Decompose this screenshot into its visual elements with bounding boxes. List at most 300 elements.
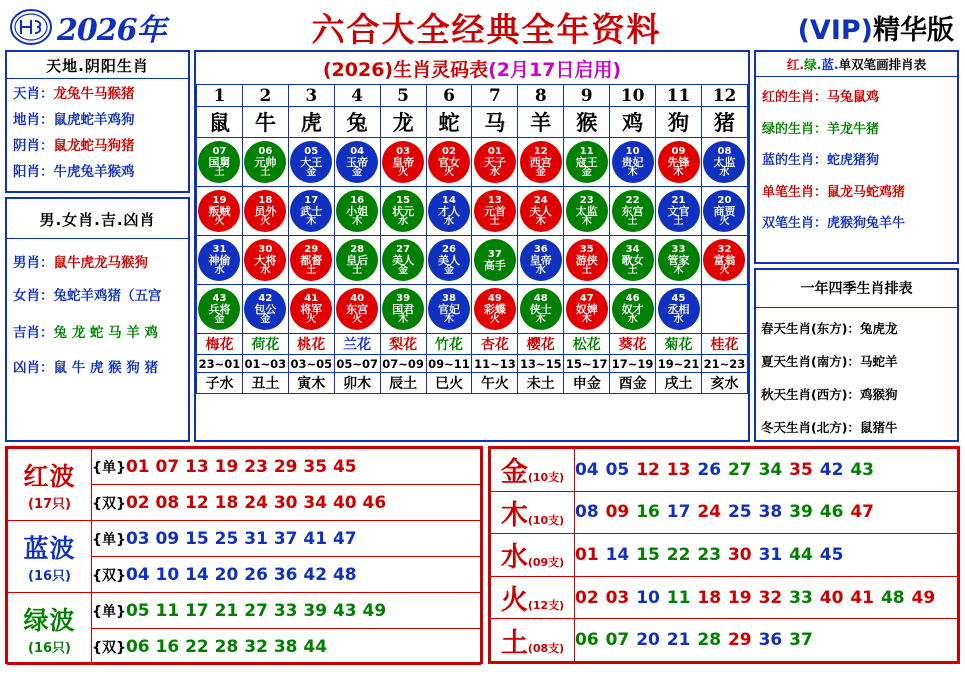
- year-label: 2026年: [57, 13, 166, 48]
- column-number-header: 1: [197, 85, 243, 107]
- ball-number: 45: [671, 293, 686, 304]
- number-ball[interactable]: [566, 190, 608, 232]
- list-item: [7, 157, 188, 183]
- number-ball[interactable]: [612, 239, 654, 281]
- ball-cell: [242, 138, 288, 187]
- ball-number: 10: [625, 146, 640, 157]
- ball-cell: [610, 187, 656, 236]
- element-cell: 子水: [197, 373, 243, 394]
- ball-word: 奴婢: [575, 303, 598, 316]
- element-number: 41: [850, 587, 875, 608]
- element-number: 47: [850, 502, 875, 523]
- zodiac-table-title: [196, 52, 748, 84]
- row-value: 鼠龙蛇马狗猪: [53, 138, 135, 154]
- number-ball[interactable]: [612, 190, 654, 232]
- number-ball[interactable]: [566, 239, 608, 281]
- ball-cell: [426, 138, 472, 187]
- ball-word: 东宫: [346, 303, 369, 316]
- ball-element: 水: [627, 314, 638, 325]
- ball-cell: [610, 236, 656, 285]
- table-row: [8, 521, 481, 557]
- number-ball[interactable]: [520, 190, 562, 232]
- vip-suffix-label: 精华版: [873, 14, 954, 46]
- ball-number: 17: [304, 195, 319, 206]
- ball-cell: [288, 285, 334, 334]
- number-ball[interactable]: [520, 288, 562, 330]
- element-number: 18: [697, 587, 722, 608]
- right-column: [754, 50, 959, 442]
- element-cell: 卯木: [334, 373, 380, 394]
- element-number: 12: [636, 459, 660, 480]
- time-range-cell: 03~05: [288, 355, 334, 373]
- ball-cell: [656, 187, 702, 236]
- element-number: 32: [758, 587, 783, 608]
- element-number: 23: [697, 544, 722, 565]
- ball-word: 天子: [483, 156, 506, 169]
- ball-cell: [610, 138, 656, 187]
- number-ball[interactable]: [198, 190, 240, 232]
- element-numbers-cell: [575, 491, 958, 534]
- number-ball[interactable]: [244, 141, 286, 183]
- number-ball[interactable]: [520, 239, 562, 281]
- table-row: [491, 534, 958, 577]
- column-number-header: 12: [701, 85, 747, 107]
- zodiac-table-title-main: (2026)生肖灵码表: [322, 59, 489, 81]
- ball-number: 23: [579, 195, 594, 206]
- title-seg-blue: 蓝.: [821, 57, 839, 72]
- title-seg-green: 绿.: [804, 57, 822, 72]
- number-ball[interactable]: [198, 239, 240, 281]
- number-ball[interactable]: [703, 141, 745, 183]
- element-numbers-cell: [575, 534, 958, 577]
- ball-cell: [426, 187, 472, 236]
- ball-number: 18: [258, 195, 273, 206]
- ball-element: 木: [398, 314, 409, 325]
- element-name: 金: [500, 457, 528, 489]
- table-row: [8, 449, 481, 485]
- ball-word: 富翁: [713, 254, 736, 267]
- wave-count: (16只): [28, 569, 71, 584]
- element-number: 14: [605, 544, 630, 565]
- number-ball[interactable]: [290, 288, 332, 330]
- element-cell: 丑土: [242, 373, 288, 394]
- ball-word: 皇帝: [529, 254, 552, 267]
- flower-cell: 樱花: [518, 334, 564, 355]
- number-ball[interactable]: [382, 239, 424, 281]
- ball-word: 神偷: [208, 254, 231, 267]
- element-number: 37: [789, 630, 813, 651]
- element-name: 土: [500, 627, 528, 659]
- table-row-zodiacs: [197, 107, 748, 138]
- element-name-cell: [491, 576, 575, 619]
- number-ball[interactable]: [336, 239, 378, 281]
- column-number-header: 11: [656, 85, 702, 107]
- ball-number: 28: [350, 244, 365, 255]
- element-number: 24: [697, 502, 722, 523]
- ball-number: 21: [671, 195, 686, 206]
- list-item: [7, 105, 188, 131]
- table-row-balls-1: [197, 138, 748, 187]
- ball-cell: [656, 138, 702, 187]
- list-item: [756, 374, 957, 407]
- element-count: (09支): [527, 556, 565, 570]
- element-number: 26: [697, 459, 722, 480]
- element-numbers-cell: [575, 619, 958, 662]
- number-ball[interactable]: [382, 141, 424, 183]
- element-cell: 申金: [564, 373, 610, 394]
- table-row: [491, 449, 958, 492]
- ball-word: 美人: [392, 254, 415, 267]
- ball-word: 丞相: [667, 303, 690, 316]
- wave-count: (16只): [28, 641, 71, 656]
- number-ball[interactable]: [474, 141, 516, 183]
- number-ball[interactable]: [290, 190, 332, 232]
- ball-number: 24: [533, 195, 548, 206]
- ball-cell: [197, 236, 243, 285]
- row-label: 阳肖：: [13, 164, 54, 180]
- time-range-cell: 23~01: [197, 355, 243, 373]
- ball-element: 金: [398, 265, 409, 276]
- ball-number: 08: [717, 146, 732, 157]
- table-row: [8, 593, 481, 629]
- main-body: [5, 50, 960, 442]
- ball-word: 皇帝: [392, 156, 415, 169]
- element-number: 19: [727, 587, 752, 608]
- row-value: 兔 龙 蛇 马 羊 鸡: [53, 325, 158, 341]
- list-item: [7, 79, 188, 105]
- ball-cell: [197, 187, 243, 236]
- row-value: 牛虎兔羊猴鸡: [53, 164, 135, 180]
- wave-name-cell: [8, 449, 92, 521]
- ball-number: 16: [350, 195, 365, 206]
- ball-cell: [564, 138, 610, 187]
- ball-word: 侠士: [529, 303, 552, 316]
- element-count: (10支): [527, 513, 565, 527]
- ball-cell: [380, 285, 426, 334]
- table-row-balls-2: [197, 187, 748, 236]
- column-number-header: 4: [334, 85, 380, 107]
- element-number: 45: [819, 544, 844, 565]
- number-ball[interactable]: [658, 239, 700, 281]
- flower-cell: 荷花: [242, 334, 288, 355]
- ball-number: 02: [442, 146, 456, 157]
- number-ball[interactable]: [428, 190, 470, 232]
- left-column: [5, 50, 190, 442]
- ball-number: 06: [258, 146, 273, 157]
- zodiac-table-title-sub: (2月17日启用): [488, 59, 622, 81]
- element-number: 43: [850, 459, 875, 480]
- row-value: 虎猴狗兔羊牛: [827, 216, 906, 231]
- heaven-earth-box: [5, 50, 190, 193]
- wave-name: 蓝波: [23, 534, 76, 563]
- element-number: 48: [880, 587, 905, 608]
- zodiac-header: 鸡: [610, 107, 656, 138]
- zodiac-header: 马: [472, 107, 518, 138]
- wave-odd-row: [92, 521, 481, 557]
- ball-word: 美人: [437, 254, 460, 267]
- column-number-header: 7: [472, 85, 518, 107]
- element-number: 42: [819, 459, 844, 480]
- ball-cell: [610, 285, 656, 334]
- element-cell: 寅木: [288, 373, 334, 394]
- ball-cell: [656, 236, 702, 285]
- ball-number: 32: [717, 244, 732, 255]
- wave-numbers: 03 09 15 25 31 37 41 47: [125, 528, 357, 549]
- number-ball[interactable]: [244, 288, 286, 330]
- number-ball[interactable]: [244, 190, 286, 232]
- vip-label: (VIP): [797, 14, 873, 46]
- ball-cell: [518, 187, 564, 236]
- ball-word: 皇后: [346, 254, 369, 267]
- title-seg-red: 红.: [786, 57, 805, 72]
- wave-numbers: 01 07 13 19 23 29 35 45: [125, 456, 357, 477]
- ball-number: 05: [304, 146, 319, 157]
- time-range-cell: 13~15: [518, 355, 564, 373]
- ball-number: 47: [579, 293, 594, 304]
- page-title: 六合大全经典全年资料: [311, 9, 662, 49]
- element-number: 22: [666, 544, 691, 565]
- number-ball[interactable]: [474, 190, 516, 232]
- zodiac-header: 龙: [380, 107, 426, 138]
- number-ball[interactable]: [566, 141, 608, 183]
- column-number-header: 3: [288, 85, 334, 107]
- element-number: 30: [727, 544, 752, 565]
- flower-cell: 竹花: [426, 334, 472, 355]
- number-ball[interactable]: [198, 288, 240, 330]
- element-number: 15: [636, 544, 660, 565]
- ball-element: 水: [673, 314, 684, 325]
- ball-number: 11: [579, 146, 594, 157]
- zodiac-header: 羊: [518, 107, 564, 138]
- row-value: 鼠猪牛: [859, 420, 898, 435]
- ball-element: 水: [260, 265, 271, 276]
- element-number: 11: [666, 587, 691, 608]
- ball-element: 金: [443, 265, 454, 276]
- element-name: 木: [500, 499, 528, 531]
- element-number: 02: [575, 587, 599, 608]
- zodiac-header: 猴: [564, 107, 610, 138]
- element-number: 34: [758, 459, 783, 480]
- ball-number: 22: [625, 195, 640, 206]
- ball-number: 34: [625, 244, 640, 255]
- ball-cell: [334, 138, 380, 187]
- empty-cell: [701, 285, 747, 334]
- list-item: [756, 407, 957, 440]
- row-value: 鼠龙马蛇鸡猪: [827, 184, 906, 200]
- element-number: 44: [789, 544, 813, 565]
- ball-cell: [472, 236, 518, 285]
- row-value: 兔蛇羊鸡猪（五宫: [53, 288, 162, 304]
- number-ball[interactable]: [612, 141, 654, 183]
- row-value: 兔虎龙: [859, 321, 898, 336]
- element-number: 10: [636, 587, 660, 608]
- number-ball[interactable]: [382, 288, 424, 330]
- ball-cell: [518, 236, 564, 285]
- ball-number: 12: [533, 146, 548, 157]
- number-ball[interactable]: [474, 239, 516, 281]
- number-ball[interactable]: [290, 141, 332, 183]
- ball-cell: [472, 285, 518, 334]
- ball-element: 土: [627, 216, 638, 227]
- flower-cell: 菊花: [656, 334, 702, 355]
- element-number: 07: [605, 630, 630, 651]
- time-range-cell: 17~19: [610, 355, 656, 373]
- row-label: 女肖：: [13, 288, 54, 304]
- element-number: 03: [605, 587, 630, 608]
- ball-number: 31: [212, 244, 227, 255]
- element-table: [490, 448, 958, 662]
- ball-word: 官女: [437, 156, 460, 169]
- flower-cell: 兰花: [334, 334, 380, 355]
- element-number: 38: [758, 502, 783, 523]
- ball-word: 状元: [392, 205, 415, 218]
- ball-number: 07: [212, 146, 227, 157]
- number-ball[interactable]: [474, 288, 516, 330]
- element-number: 08: [575, 502, 599, 523]
- ball-number: 01: [487, 146, 502, 157]
- element-number: 25: [727, 502, 752, 523]
- ball-number: 33: [671, 244, 686, 255]
- number-ball[interactable]: [520, 141, 562, 183]
- zodiac-header: 牛: [242, 107, 288, 138]
- number-ball[interactable]: [428, 239, 470, 281]
- ball-word: 彩蝶: [483, 303, 506, 316]
- element-count: (08支): [527, 641, 565, 655]
- row-value: 羊龙牛猪: [827, 121, 880, 137]
- row-value: 鼠牛虎龙马猴狗: [53, 255, 148, 271]
- time-range-cell: 21~23: [701, 355, 747, 373]
- element-number: 36: [758, 630, 783, 651]
- zodiac-code-table: [196, 84, 748, 394]
- ball-cell: [518, 138, 564, 187]
- number-ball[interactable]: [198, 141, 240, 183]
- number-ball[interactable]: [703, 190, 745, 232]
- list-item: [7, 344, 188, 379]
- ball-element: 木: [673, 265, 684, 276]
- list-item: [756, 341, 957, 374]
- number-ball[interactable]: [428, 288, 470, 330]
- row-value: 马蛇羊: [859, 354, 898, 369]
- ball-number: 40: [350, 293, 365, 304]
- number-ball[interactable]: [566, 288, 608, 330]
- time-range-cell: 07~09: [380, 355, 426, 373]
- number-ball[interactable]: [290, 239, 332, 281]
- ball-word: 太监: [575, 205, 598, 218]
- element-number: 06: [575, 630, 599, 651]
- ball-word: 奴才: [621, 303, 644, 316]
- column-number-header: 10: [610, 85, 656, 107]
- list-item: [7, 274, 188, 307]
- ball-number: 30: [258, 244, 273, 255]
- odd-tag: {单}: [92, 531, 126, 548]
- element-cell: 酉金: [610, 373, 656, 394]
- ball-number: 39: [396, 293, 411, 304]
- ball-word: 叛贼: [208, 205, 231, 218]
- element-cell: 戌土: [656, 373, 702, 394]
- flower-cell: 杏花: [472, 334, 518, 355]
- ball-element: 火: [306, 314, 317, 325]
- color-stroke-box: [754, 50, 959, 264]
- ball-element: 木: [306, 216, 317, 227]
- ball-word: 游侠: [575, 254, 598, 267]
- ball-word: 高手: [483, 259, 506, 272]
- ball-element: 木: [443, 314, 454, 325]
- wave-even-row: [92, 629, 481, 665]
- ball-number: 14: [442, 195, 456, 206]
- element-cell: 巳火: [426, 373, 472, 394]
- ball-number: 26: [442, 244, 456, 255]
- row-label: 秋天生肖(西方)：: [761, 387, 860, 402]
- ball-word: 大将: [254, 254, 277, 267]
- gender-luck-box: [5, 197, 190, 442]
- element-number: 21: [666, 630, 691, 651]
- wave-count: (17只): [28, 497, 71, 512]
- element-count: (12支): [527, 599, 565, 613]
- ball-word: 大王: [300, 156, 323, 169]
- number-ball[interactable]: [428, 141, 470, 183]
- ball-element: 水: [214, 265, 225, 276]
- element-table-box: [488, 446, 960, 664]
- number-ball[interactable]: [336, 141, 378, 183]
- list-item: [756, 109, 957, 141]
- ball-number: 09: [671, 146, 686, 157]
- table-row-elements: [197, 373, 748, 394]
- number-ball[interactable]: [658, 288, 700, 330]
- ball-element: 土: [260, 167, 271, 178]
- ball-cell: [380, 138, 426, 187]
- number-ball[interactable]: [382, 190, 424, 232]
- ball-number: 20: [717, 195, 732, 206]
- number-ball[interactable]: [336, 190, 378, 232]
- wave-table: [7, 448, 481, 665]
- flower-cell: 梨花: [380, 334, 426, 355]
- number-ball[interactable]: [336, 288, 378, 330]
- number-ball[interactable]: [703, 239, 745, 281]
- ball-number: 29: [304, 244, 319, 255]
- ball-word: 先锋: [667, 156, 690, 169]
- number-ball[interactable]: [244, 239, 286, 281]
- ball-cell: [334, 187, 380, 236]
- flower-cell: 桃花: [288, 334, 334, 355]
- ball-cell: [334, 236, 380, 285]
- wave-numbers: 05 11 17 21 27 33 39 43 49: [125, 600, 387, 621]
- ball-element: 水: [443, 216, 454, 227]
- wave-table-box: [5, 446, 483, 664]
- ball-cell: [426, 285, 472, 334]
- number-ball[interactable]: [612, 288, 654, 330]
- element-number: 27: [727, 459, 752, 480]
- table-row-balls-3: [197, 236, 748, 285]
- ball-element: 木: [535, 314, 546, 325]
- ball-element: 土: [306, 265, 317, 276]
- column-number-header: 8: [518, 85, 564, 107]
- number-ball[interactable]: [658, 141, 700, 183]
- ball-element: 水: [719, 167, 730, 178]
- wave-even-row: [92, 557, 481, 593]
- ball-word: 国舅: [208, 156, 231, 169]
- table-row-ranges: [197, 355, 748, 373]
- row-label: 蓝的生肖：: [762, 153, 828, 168]
- even-tag: {双}: [92, 567, 126, 584]
- ball-cell: [197, 285, 243, 334]
- number-ball[interactable]: [658, 190, 700, 232]
- ball-number: 03: [396, 146, 411, 157]
- ball-word: 将军: [300, 303, 323, 316]
- list-item: [756, 140, 957, 172]
- ball-word: 贵妃: [621, 156, 644, 169]
- element-name: 水: [500, 542, 528, 574]
- element-name-cell: [491, 619, 575, 662]
